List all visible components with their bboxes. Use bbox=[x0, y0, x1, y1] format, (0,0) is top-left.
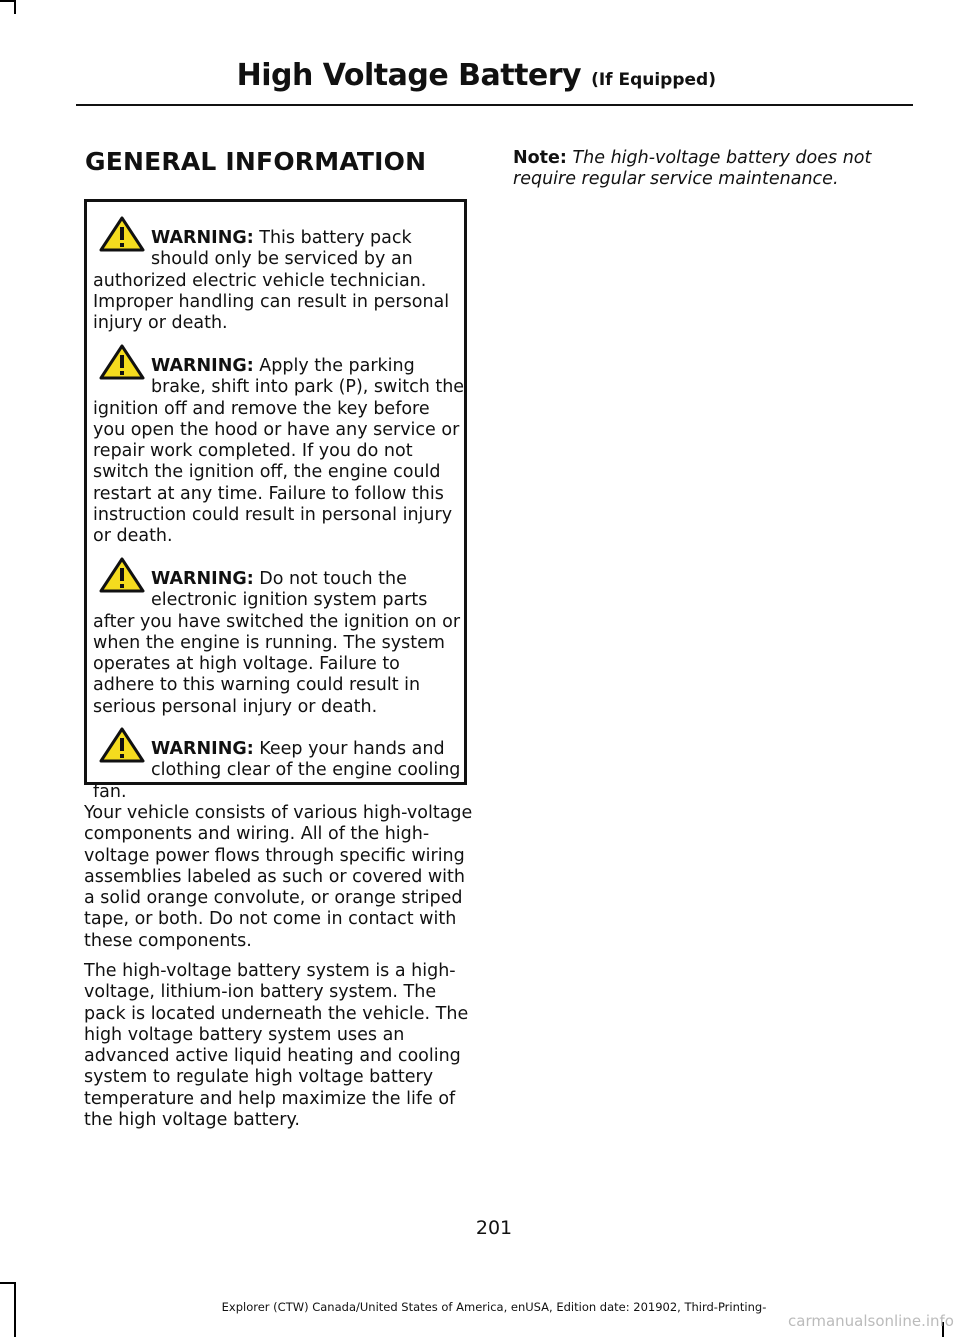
warning-text: Keep your hands and clothing clear of the engine cooling fan. bbox=[93, 739, 461, 802]
body-paragraph: Your vehicle consists of various high-voltage components and wiring. All of the high-voltage power flows through specific wiring assemblies labeled as such or covered with a solid orange convolute, or orange striped tape, or both. Do not come in contact with these components. bbox=[84, 803, 473, 951]
header-title-text: High Voltage Battery bbox=[236, 58, 582, 93]
crop-mark bbox=[0, 0, 14, 2]
warning-triangle-icon bbox=[99, 216, 145, 252]
note-label: Note: bbox=[513, 148, 567, 168]
section-heading: GENERAL INFORMATION bbox=[85, 147, 427, 176]
note bbox=[513, 148, 908, 191]
warning-item bbox=[93, 739, 465, 803]
body-paragraph: The high-voltage battery system is a high-voltage, lithium-ion battery system. The pack is located underneath the vehicle. The high voltage battery system uses an advanced active liquid heating and cooling system to regulate high voltage battery temperature and help maximize the life of the high voltage battery. bbox=[84, 961, 469, 1131]
warning-item bbox=[93, 569, 465, 718]
warning-label: WARNING: bbox=[151, 228, 254, 248]
warning-item bbox=[93, 228, 465, 334]
warning-box bbox=[84, 199, 467, 802]
warning-text: Do not touch the electronic ignition system parts after you have switched the ignition on or when the engine is running. The system operates at high voltage. Failure to adhere to this warning could result in serious personal injury or death. bbox=[93, 569, 461, 717]
edition-footer: Explorer (CTW) Canada/United States of America, enUSA, Edition date: 201902, Third-Printing- bbox=[221, 1300, 767, 1314]
watermark: carmanualsonline.info bbox=[788, 1312, 954, 1330]
page-number: 201 bbox=[475, 1217, 513, 1239]
warning-triangle-icon bbox=[99, 344, 145, 380]
header-subtitle: (If Equipped) bbox=[591, 70, 716, 90]
warning-label: WARNING: bbox=[151, 356, 254, 376]
warning-label: WARNING: bbox=[151, 569, 254, 589]
warning-item bbox=[93, 356, 465, 548]
warning-text: Apply the parking brake, shift into park (P), switch the ignition off and remove the key before you open the hood or have any service or repair work completed. If you do not switch the ignition off, the engine could restart at any time. Failure to follow this instruction could result in personal injury or death. bbox=[93, 356, 465, 547]
warning-text: This battery pack should only be serviced by an authorized electric vehicle technician. Improper handling can result in personal injury or death. bbox=[93, 228, 450, 334]
warning-triangle-icon bbox=[99, 727, 145, 763]
crop-mark bbox=[14, 0, 16, 14]
warning-label: WARNING: bbox=[151, 739, 254, 759]
header-divider bbox=[76, 104, 913, 106]
note-text: The high-voltage battery does not require regular service maintenance. bbox=[513, 148, 872, 190]
page-header-title bbox=[237, 58, 716, 98]
crop-mark bbox=[0, 1282, 14, 1284]
warning-triangle-icon bbox=[99, 557, 145, 593]
